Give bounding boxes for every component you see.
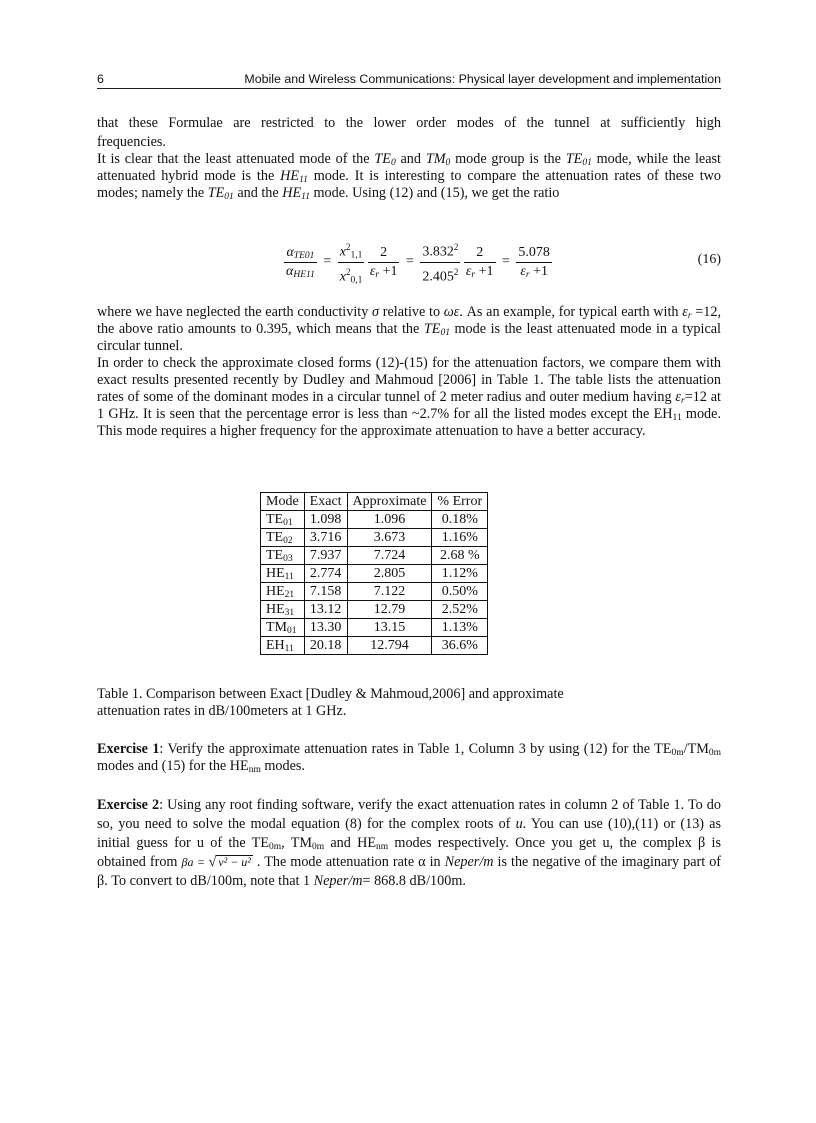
body-text-2	[97, 304, 721, 440]
equation-16: $\frac{\alpha_{TE01}}{\alpha_{HE11}}$ = $\frac{x^2_{1,1}}{x^2_{0,1}}$ $\frac{2}{\varepsilon_r +1}$ = $\frac{3.832^2}{2.405^2}$ $\frac{2}{\varepsilon_r +1}$ = $\frac{5.078}{\varepsilon_r +1}$ (16)	[97, 238, 721, 286]
paragraph-2: It is clear that the least attenuated mode of the $TE_0$ and $TM_0$ mode group is the $TE_{01}$ mode, while the least attenuated hybrid mode is the $HE_{11}$ mode. It is interesting to compare the attenuation rates of these two modes; namely the $TE_{01}$ and the $HE_{11}$ mode. Using (12) and (15), we get the ratio	[97, 151, 722, 202]
page-number: 6	[97, 72, 104, 86]
header-mode: Mode	[261, 493, 305, 511]
paragraph-1-line-1: that these Formulae are restricted to the lower order modes of the tunnel at sufficiently high	[97, 115, 721, 131]
beta-formula: βa =	[181, 855, 209, 869]
paragraph-1-line-2: frequencies.	[97, 134, 166, 150]
table-row: $EH_{11}$ 20.18 12.794 36.6%	[261, 637, 488, 655]
header-exact: Exact	[304, 493, 347, 511]
sqrt-term: v² − u²	[218, 855, 251, 869]
exercise-1: Exercise 1: Verify the approximate attenuation rates in Table 1, Column 3 by using (12) for the $TE_{0m}/TM_{0m}$ modes and (15) for the $HE_{nm}$ modes.	[97, 741, 722, 775]
table-row: $HE_{21}$ 7.158 7.122 0.50%	[261, 583, 488, 601]
table-row: $TE_{01}$ 1.098 1.096 0.18%	[261, 511, 488, 529]
body-text	[97, 115, 721, 202]
running-header	[97, 70, 721, 89]
exercise-2: Exercise 2: Using any root finding software, verify the exact attenuation rates in column 2 of Table 1. To do so, you need to solve the modal equation (8) for the complex roots of u. You can use (10),(11) or (13) as initial guess for u of the $TE_{0m}$, $TM_{0m}$ and $HE_{nm}$ modes respectively. Once you get u, the complex β is obtained from βa = √ v² − u² . The mode attenuation rate α in Neper/m is the negative of the imaginary part of β. To convert to dB/100m, note that 1 Neper/m= 868.8 dB/100m.	[97, 797, 722, 889]
paragraph-3: where we have neglected the earth conductivity σ relative to ωε. As an example, for typical earth with $\varepsilon_r =12$, the above ratio amounts to 0.395, which means that the $TE_{01}$ mode is the least attenuated mode in a typical circular tunnel.	[97, 304, 722, 354]
table-row: $HE_{11}$ 2.774 2.805 1.12%	[261, 565, 488, 583]
header-approximate: Approximate	[347, 493, 432, 511]
permittivity-factor: $\frac{2}{\varepsilon_r +1}$	[369, 244, 398, 280]
attenuation-table	[260, 492, 488, 655]
table-row: $TM_{01}$ 13.30 13.15 1.13%	[261, 619, 488, 637]
bessel-root-ratio: $\frac{x^2_{1,1}}{x^2_{0,1}}$	[338, 238, 365, 286]
exercise-2-label: Exercise 2	[97, 797, 160, 813]
table-row: $TE_{02}$ 3.716 3.673 1.16%	[261, 529, 488, 547]
table-row: $HE_{31}$ 13.12 12.79 2.52%	[261, 601, 488, 619]
table-row: $TE_{03}$ 7.937 7.724 2.68 %	[261, 547, 488, 565]
header-error: % Error	[432, 493, 488, 511]
numeric-ratio: $\frac{3.832^2}{2.405^2}$	[420, 238, 460, 286]
ratio-lhs: $\frac{\alpha_{TE01}}{\alpha_{HE11}}$	[286, 244, 315, 280]
table-header-row	[261, 493, 488, 511]
running-title: Mobile and Wireless Communications: Physical layer development and implementation	[244, 72, 721, 86]
result-fraction: $\frac{5.078}{\varepsilon_r +1}$	[518, 244, 550, 280]
exercise-1-label: Exercise 1	[97, 741, 160, 757]
permittivity-factor-2: $\frac{2}{\varepsilon_r +1}$	[465, 244, 494, 280]
equation-number: (16)	[697, 252, 721, 267]
table-caption: Table 1. Comparison between Exact [Dudley & Mahmoud,2006] and approximate attenuation rates in dB/100meters at 1 GHz.	[97, 686, 564, 719]
paragraph-4: In order to check the approximate closed forms (12)-(15) for the attenuation factors, we compare them with exact results presented recently by Dudley and Mahmoud [2006] in Table 1. The table lists the attenuation rates of some of the dominant modes in a circular tunnel of 2 meter radius and outer medium having $\varepsilon_r=12$ at 1 GHz. It is seen that the percentage error is less than ~2.7% for all the listed modes except the $EH_{11}$ mode. This mode requires a higher frequency for the approximate attenuation to have a better accuracy.	[97, 355, 721, 439]
